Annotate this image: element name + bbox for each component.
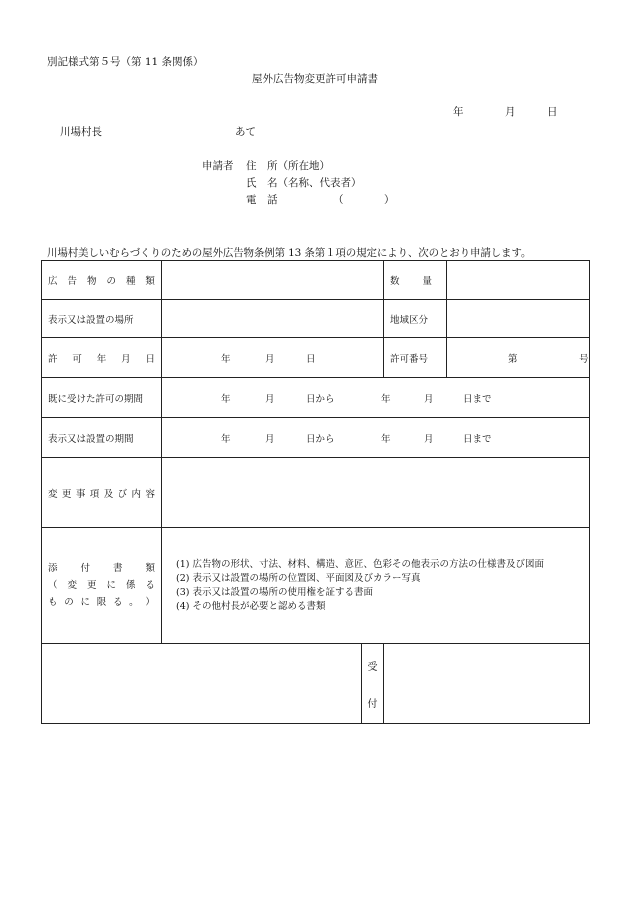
label-char: 付 [80, 563, 90, 574]
label-zone: 地域区分 [384, 300, 447, 338]
label-char: る [145, 580, 155, 591]
label-char: 書 [112, 563, 123, 574]
prev-from-day: 日から [306, 393, 335, 405]
permit-date-day: 日 [306, 353, 316, 365]
row-change-details [42, 458, 590, 528]
period-from-year: 年 [221, 433, 231, 445]
label-char: 年 [96, 353, 107, 365]
addressee-name: 川場村長 [60, 126, 102, 138]
applicant-phone-close: ） [384, 194, 395, 206]
date-day: 日 [547, 106, 558, 118]
label-char: の [106, 276, 116, 287]
row-permit-date [42, 338, 590, 378]
permit-date-year: 年 [221, 353, 231, 365]
label-char: 物 [86, 276, 97, 287]
prev-from-year: 年 [221, 393, 231, 405]
field-zone[interactable] [447, 300, 590, 338]
attachment-item: (2) 表示又は設置の場所の位置図、平面図及びカラー写真 [176, 572, 421, 584]
label-previous-permit-period: 既に受けた許可の期間 [42, 378, 162, 418]
label-char: 告 [67, 276, 77, 287]
period-to-month: 月 [424, 433, 434, 445]
period-from-day: 日から [306, 433, 335, 445]
field-quantity[interactable] [447, 261, 590, 300]
label-char: に [106, 580, 116, 591]
applicant-phone-label: 電 話 [246, 194, 278, 206]
label-char: 変 [48, 488, 58, 500]
attachments-list [162, 528, 590, 644]
date-month: 月 [505, 106, 516, 118]
row-display-period [42, 418, 590, 458]
label-char: び [117, 488, 128, 500]
attachment-item: (4) その他村長が必要と認める書類 [176, 600, 326, 612]
prev-to-year: 年 [381, 393, 391, 405]
prev-to-month: 月 [424, 393, 434, 405]
label-char: 数 [390, 276, 400, 287]
label-char: （ [48, 580, 58, 591]
label-char: 及 [103, 488, 114, 500]
row-previous-permit-period [42, 378, 590, 418]
label-char: る [112, 597, 123, 608]
label-permit-date [42, 338, 162, 378]
label-change-details [42, 458, 162, 528]
label-char: 許 [48, 353, 58, 365]
label-char: 類 [145, 563, 155, 574]
date-year: 年 [453, 106, 464, 118]
label-char: 可 [72, 353, 82, 365]
field-previous-permit-period[interactable] [162, 378, 590, 418]
label-permit-number: 許可番号 [384, 338, 447, 378]
label-char: 事 [75, 488, 86, 500]
receipt-bottom: 付 [367, 698, 378, 710]
prev-to-day: 日まで [463, 393, 492, 405]
applicant-name: 氏 名（名称、代表者） [246, 177, 362, 189]
field-receipt-stamp[interactable] [384, 644, 590, 724]
permit-date-month: 月 [265, 353, 275, 365]
label-char: 日 [145, 353, 155, 365]
page-title: 屋外広告物変更許可申請書 [252, 73, 378, 85]
permit-no-suffix: 号 [579, 353, 589, 365]
label-display-period: 表示又は設置の期間 [42, 418, 162, 458]
row-ad-type [42, 261, 590, 300]
label-char: の [64, 597, 74, 608]
field-location[interactable] [162, 300, 384, 338]
row-office-use [42, 644, 590, 724]
row-attachments [42, 528, 590, 644]
application-form-table [41, 260, 590, 724]
field-office-notes[interactable] [42, 644, 362, 724]
label-char: 更 [61, 488, 72, 500]
label-char: 項 [89, 488, 100, 500]
label-location: 表示又は設置の場所 [42, 300, 162, 338]
applicant-phone-open: （ [333, 194, 344, 206]
field-permit-number[interactable] [447, 338, 590, 378]
label-char: 限 [96, 597, 107, 608]
field-change-details[interactable] [162, 458, 590, 528]
label-char: 類 [145, 276, 155, 287]
applicant-address: 住 所（所在地） [246, 160, 330, 172]
period-from-month: 月 [265, 433, 275, 445]
row-location [42, 300, 590, 338]
label-ad-type [42, 261, 162, 300]
label-char: ） [145, 597, 155, 608]
label-char: 容 [145, 488, 155, 500]
period-to-year: 年 [381, 433, 391, 445]
label-char: 変 [67, 580, 77, 591]
label-char: 添 [48, 563, 58, 574]
application-statement: 川場村美しいむらづくりのための屋外広告物条例第 13 条第１項の規定により、次のとおり申請します。 [47, 247, 532, 259]
field-permit-date[interactable] [162, 338, 384, 378]
prev-from-month: 月 [265, 393, 275, 405]
label-char: 更 [86, 580, 97, 591]
label-quantity [384, 261, 447, 300]
field-display-period[interactable] [162, 418, 590, 458]
permit-no-prefix: 第 [508, 353, 518, 365]
receipt-top: 受 [367, 661, 378, 673]
label-attachments [42, 528, 162, 644]
label-char: 量 [422, 276, 432, 287]
label-char: 広 [48, 276, 58, 287]
field-ad-type[interactable] [162, 261, 384, 300]
label-char: 種 [125, 276, 136, 287]
label-char: 。 [129, 597, 139, 608]
applicant-label: 申請者 [202, 160, 234, 172]
attachment-item: (3) 表示又は設置の場所の使用権を証する書面 [176, 586, 373, 598]
label-char: 内 [131, 488, 142, 500]
addressee-suffix: あて [235, 126, 256, 138]
form-id: 別記様式第５号（第 11 条関係） [47, 56, 204, 68]
period-to-day: 日まで [463, 433, 492, 445]
label-char: 月 [121, 353, 131, 365]
label-receipt [362, 644, 384, 724]
label-char: 係 [125, 580, 136, 591]
attachment-item: (1) 広告物の形状、寸法、材料、構造、意匠、色彩その他表示の方法の仕様書及び図面 [176, 558, 544, 570]
label-char: に [80, 597, 90, 608]
label-char: も [48, 597, 58, 608]
